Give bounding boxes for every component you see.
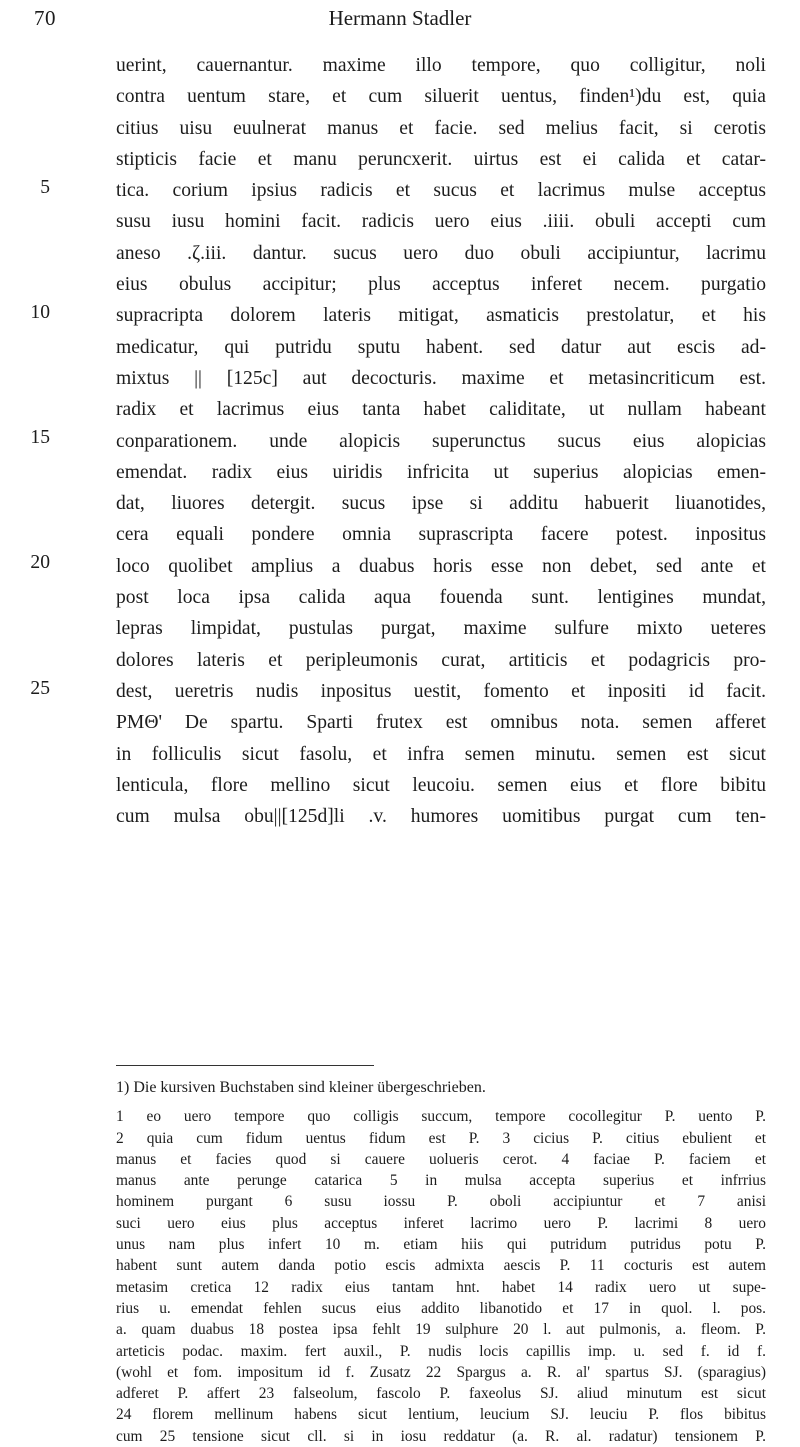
text-line: loco quolibet amplius a duabus horis esse non debet, sed ante et: [116, 555, 766, 577]
text-line: dolores lateris et peripleumonis curat, artiticis et podagricis pro-: [116, 649, 766, 671]
text-line: cum mulsa obu||[125d]li .v. humores uomitibus purgat cum ten-: [116, 806, 766, 828]
line-number: 10: [30, 302, 50, 323]
apparatus-line: manus ante perunge catarica 5 in mulsa accepta superius et infrrius: [116, 1172, 766, 1190]
line-number: 25: [30, 678, 50, 699]
page-number: 70: [34, 6, 56, 30]
apparatus-line: (wohl et fom. impositum id f. Zusatz 22 Spargus a. R. al' spartus SJ. (sparagius): [116, 1363, 766, 1381]
text-line: in folliculis sicut fasolu, et infra semen minutu. semen est sicut: [116, 743, 766, 765]
footnotes: [116, 1077, 766, 1447]
apparatus-line: hominem purgant 6 susu iossu P. oboli accipiuntur et 7 anisi: [116, 1193, 766, 1211]
apparatus-line: unus nam plus infert 10 m. etiam hiis qui putridum putridus potu P.: [116, 1236, 766, 1254]
text-line: cera equali pondere omnia suprascripta facere potest. inpositus: [116, 524, 766, 546]
text-line: uerint, cauernantur. maxime illo tempore, quo colligitur, noli: [116, 55, 766, 76]
text-line: radix et lacrimus eius tanta habet caliditate, ut nullam habeant: [116, 399, 766, 421]
apparatus-line: suci uero eius plus acceptus inferet lacrimo uero P. lacrimi 8 uero: [116, 1214, 766, 1232]
footnote-1: 1) Die kursiven Buchstaben sind kleiner übergeschrieben.: [116, 1079, 486, 1096]
apparatus-line: cum 25 tensione sicut cll. si in iosu reddatur (a. R. al. radatur) tensionem P.: [116, 1427, 766, 1445]
text-line: aneso .ζ.iii. dantur. sucus uero duo obuli accipiuntur, lacrimu: [116, 242, 766, 264]
text-line: dest, ueretris nudis inpositus uestit, fomento et inpositi id facit.: [116, 680, 766, 702]
running-head: Hermann Stadler: [328, 6, 472, 30]
text-line: medicatur, qui putridu sputu habent. sed datur aut escis ad-: [116, 336, 766, 358]
footnote-rule: [116, 1065, 374, 1066]
apparatus-line: rius u. emendat fehlen sucus eius addito libanotido et 17 in quol. l. pos.: [116, 1299, 766, 1317]
text-line: lepras limpidat, pustulas purgat, maxime sulfure mixto ueteres: [116, 618, 766, 640]
text-line: dat, liuores detergit. sucus ipse si additu habuerit liuanotides,: [116, 493, 766, 515]
text-line: post loca ipsa calida aqua fouenda sunt. lentigines mundat,: [116, 587, 766, 609]
text-line: emendat. radix eius uiridis infricita ut superius alopicias emen-: [116, 461, 766, 483]
text-line: susu iusu homini facit. radicis uero eius .iiii. obuli accepti cum: [116, 211, 766, 233]
text-line: supracripta dolorem lateris mitigat, asmaticis prestolatur, et his: [116, 305, 766, 327]
text-line: tica. corium ipsius radicis et sucus et lacrimus mulse acceptus: [116, 180, 766, 202]
main-text: [116, 50, 766, 832]
text-line: PMΘ' De spartu. Sparti frutex est omnibus nota. semen afferet: [116, 712, 766, 734]
apparatus-line: adferet P. affert 23 falseolum, fascolo P. faxeolus SJ. aliud minutum est sicut: [116, 1385, 766, 1403]
apparatus-line: 2 quia cum fidum uentus fidum est P. 3 cicius P. citius ebulient et: [116, 1129, 766, 1147]
line-number: 15: [30, 427, 50, 448]
line-number: 5: [40, 177, 50, 198]
apparatus-line: manus et facies quod si cauere uolueris cerot. 4 faciae P. faciem et: [116, 1150, 766, 1168]
text-line: conparationem. unde alopicis superunctus sucus eius alopicias: [116, 430, 766, 452]
apparatus-line: 1 eo uero tempore quo colligis succum, tempore cocollegitur P. uento P.: [116, 1108, 766, 1126]
line-number: 20: [30, 552, 50, 573]
apparatus-line: habent sunt autem danda potio escis admixta aescis P. 11 cocturis est autem: [116, 1257, 766, 1275]
apparatus-line: 24 florem mellinum habens sicut lentium, leucium SJ. leuciu P. flos bibitus: [116, 1406, 766, 1424]
text-line: mixtus || [125c] aut decocturis. maxime et metasincriticum est.: [116, 367, 766, 389]
apparatus-line: arteticis podac. maxim. fert auxil., P. nudis locis capillis imp. u. sed f. id f.: [116, 1342, 766, 1360]
text-line: lenticula, flore mellino sicut leucoiu. semen eius et flore bibitu: [116, 774, 766, 796]
text-line: eius obulus accipitur; plus acceptus inferet necem. purgatio: [116, 274, 766, 296]
apparatus-line: metasim cretica 12 radix eius tantam hnt. habet 14 radix uero ut supe-: [116, 1278, 766, 1296]
apparatus-line: a. quam duabus 18 postea ipsa fehlt 19 sulphure 20 l. aut pulmonis, a. fleom. P.: [116, 1321, 766, 1339]
text-line: contra uentum stare, et cum siluerit uentus, finden¹)du est, quia: [116, 86, 766, 108]
text-line: citius uisu euulnerat manus et facie. sed melius facit, si cerotis: [116, 117, 766, 139]
text-line: stipticis facie et manu peruncxerit. uirtus est ei calida et catar-: [116, 148, 766, 170]
